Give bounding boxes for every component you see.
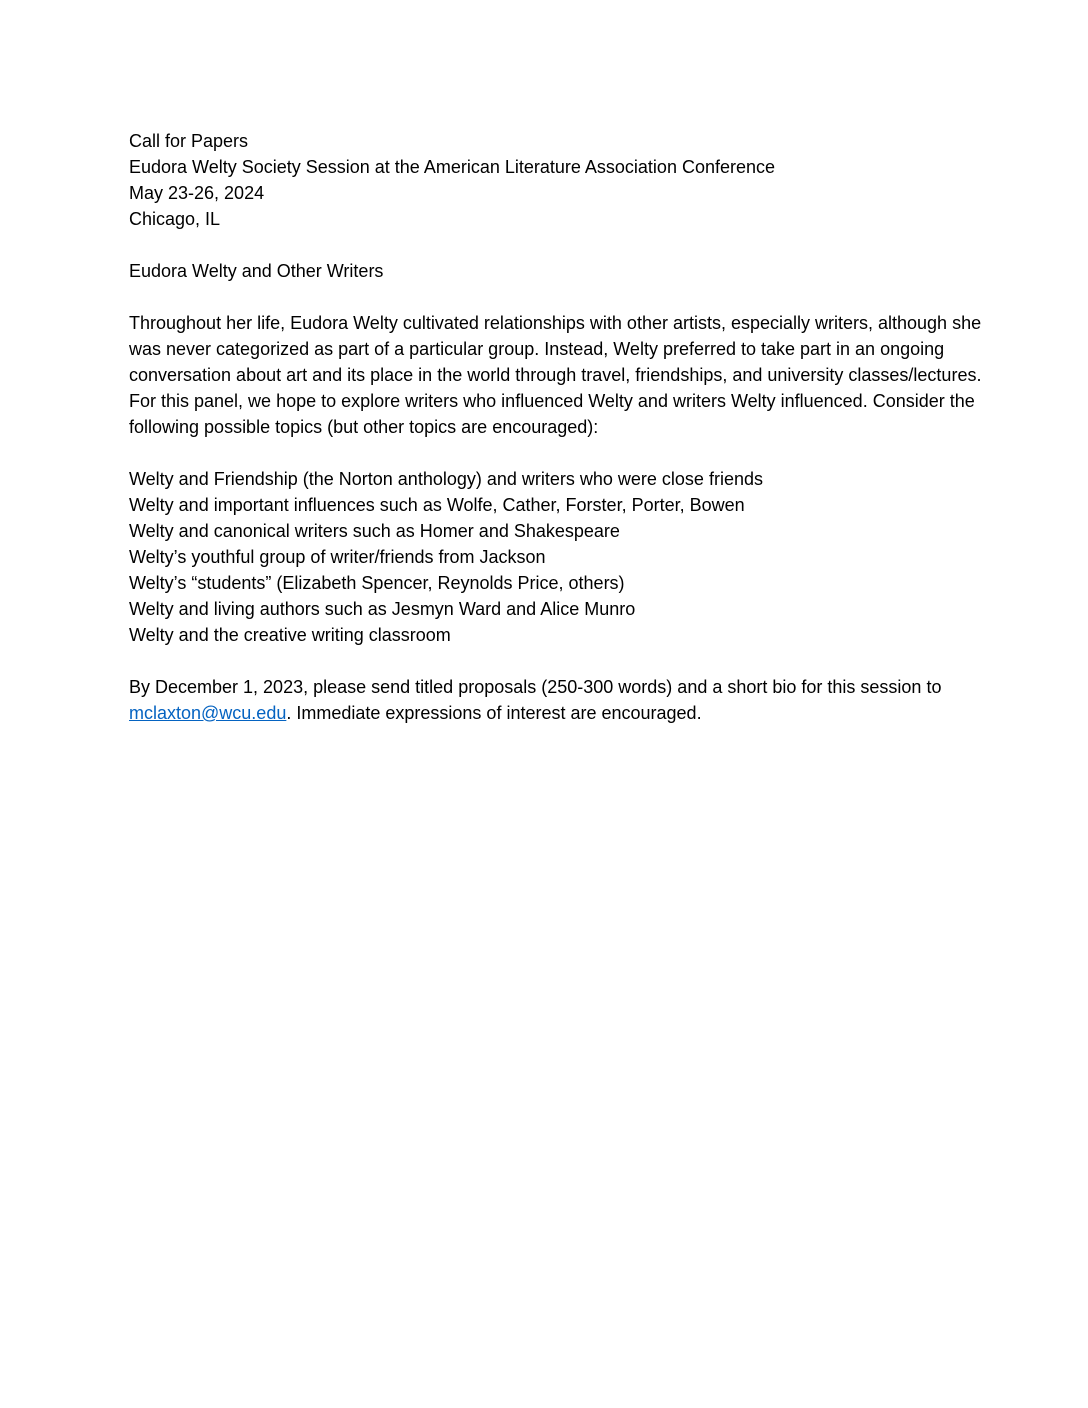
topic-item-canonical-writers: Welty and canonical writers such as Homer and Shakespeare — [129, 521, 620, 541]
topic-item-youthful-group: Welty’s youthful group of writer/friends from Jackson — [129, 547, 546, 567]
closing-text-after-link: . Immediate expressions of interest are encouraged. — [286, 703, 702, 723]
topic-item-students: Welty’s “students” (Elizabeth Spencer, Reynolds Price, others) — [129, 573, 625, 593]
session-title: Eudora Welty and Other Writers — [129, 261, 384, 281]
topic-item-living-authors: Welty and living authors such as Jesmyn Ward and Alice Munro — [129, 599, 636, 619]
header-block — [129, 128, 984, 232]
topics-list — [129, 466, 984, 648]
header-line-dates: May 23-26, 2024 — [129, 183, 265, 203]
closing-paragraph — [129, 674, 984, 726]
topic-item-classroom: Welty and the creative writing classroom — [129, 625, 451, 645]
topic-item-influences: Welty and important influences such as Wolfe, Cather, Forster, Porter, Bowen — [129, 495, 745, 515]
email-link[interactable]: mclaxton@wcu.edu — [129, 703, 287, 723]
header-line-location: Chicago, IL — [129, 209, 221, 229]
topic-item-friendship: Welty and Friendship (the Norton anthology) and writers who were close friends — [129, 469, 763, 489]
header-line-session: Eudora Welty Society Session at the American Literature Association Conference — [129, 157, 776, 177]
intro-paragraph: Throughout her life, Eudora Welty cultivated relationships with other artists, especially writers, although she was never categorized as part of a particular group. Instead, Welty preferred to take part in an ongoing conversation about art and its place in the world through travel, friendships, and university classes/lectures. For this panel, we hope to explore writers who influenced Welty and writers Welty influenced. Consider the following possible topics (but other topics are encouraged): — [129, 313, 982, 437]
document-content — [129, 128, 984, 726]
closing-text-before-link: By December 1, 2023, please send titled proposals (250-300 words) and a short bio for this session to — [129, 677, 942, 697]
header-line-call-for-papers: Call for Papers — [129, 131, 249, 151]
